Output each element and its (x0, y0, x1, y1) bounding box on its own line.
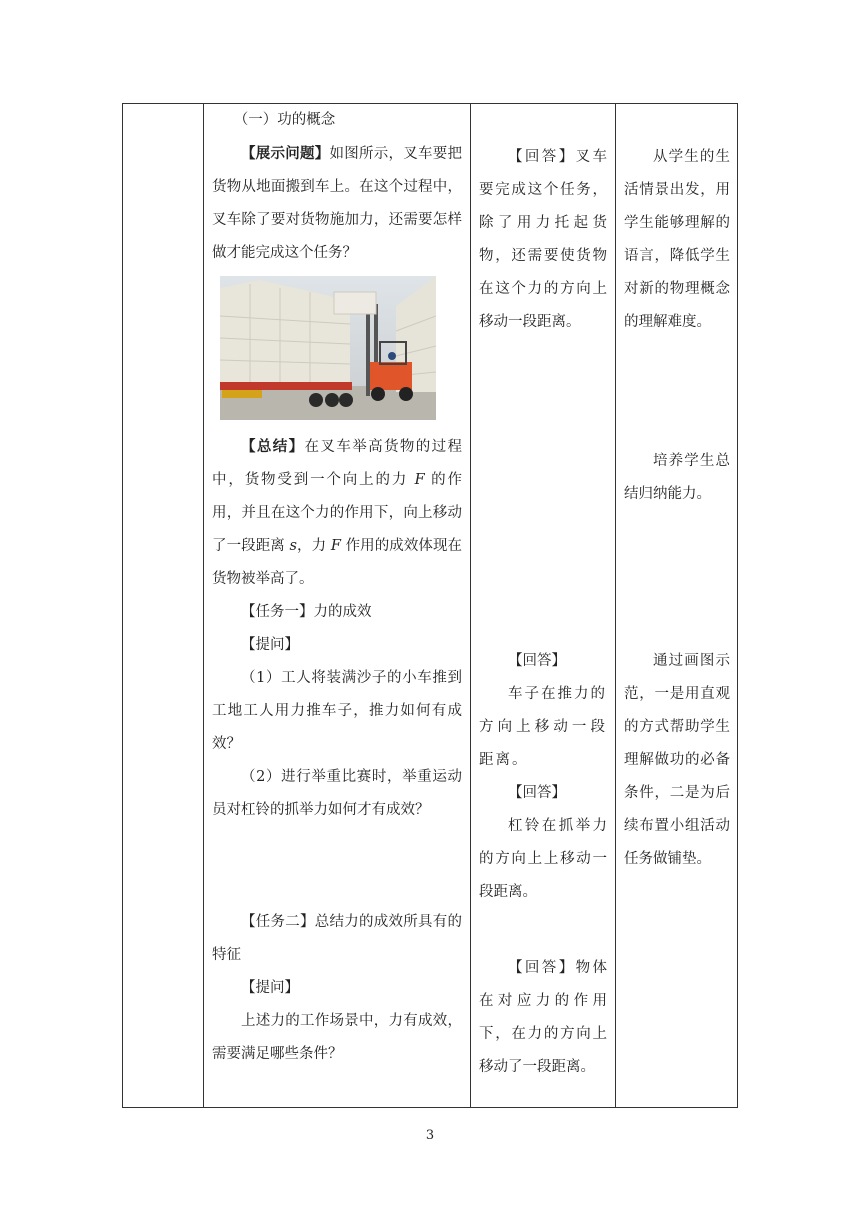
answer-2: 车子在推力的方向上移动一段距离。 (479, 686, 607, 768)
design-note-3: 通过画图示范，一是用直观的方式帮助学生理解做功的必备条件，二是为后续布置小组活动任务做铺垫。 (624, 653, 730, 867)
summary-text: ，力 (296, 538, 331, 554)
summary-text: 作用的成效体现在货物被举高了。 (212, 538, 463, 587)
show-question (212, 137, 462, 270)
show-label: 【展示问题】 (241, 145, 330, 162)
var-f: F (414, 472, 425, 488)
summary-label: 【总结】 (241, 438, 305, 455)
forklift-truck-photo (220, 276, 436, 420)
teaching-content-cell (204, 104, 470, 1107)
student-response-cell (471, 104, 615, 1107)
question-1: （1）工人将装满沙子的小车推到工地工人用力推车子，推力如何有成效？ (212, 670, 462, 752)
design-note-1: 从学生的生活情景出发，用学生能够理解的语言，降低学生对新的物理概念的理解难度。 (624, 149, 730, 330)
task1-title: 【任务一】力的成效 (241, 604, 372, 620)
page-number: 3 (425, 1128, 435, 1143)
summary (212, 430, 462, 596)
design-note-2: 培养学生总结归纳能力。 (624, 453, 730, 502)
question-3: 上述力的工作场景中，力有成效，需要满足哪些条件？ (212, 1013, 462, 1062)
task2-title: 【任务二】总结力的成效所具有的特征 (212, 914, 462, 963)
var-s: s (289, 538, 297, 554)
answer-3: 杠铃在抓举力的方向上上移动一段距离。 (479, 818, 607, 900)
answer-label: 【回答】 (508, 653, 566, 669)
answer-1: 【回答】叉车要完成这个任务，除了用力托起货物，还需要使货物在这个力的方向上移动一段距离。 (479, 149, 607, 330)
lesson-table (122, 103, 738, 1108)
ask-label: 【提问】 (241, 980, 299, 996)
summary-text: 的作用，并且在这个力的作用下，向上移动了一段距离 (212, 472, 463, 554)
section-title: （一）功的概念 (233, 112, 336, 128)
var-f: F (330, 538, 341, 554)
show-text: 如图所示，叉车要把货物从地面搬到车上。在这个过程中，叉车除了要对货物施加力，还需要怎样做才能完成这个任务？ (212, 146, 462, 261)
answer-4: 【回答】物体在对应力的作用下，在力的方向上移动了一段距离。 (479, 960, 607, 1075)
question-2: （2）进行举重比赛时，举重运动员对杠铃的抓举力如何才有成效？ (212, 769, 462, 818)
ask-label: 【提问】 (241, 637, 299, 653)
summary-text: 在叉车举高货物的过程中，货物受到一个向上的力 (212, 439, 463, 488)
design-intent-cell (616, 104, 738, 1107)
answer-label: 【回答】 (508, 785, 566, 801)
